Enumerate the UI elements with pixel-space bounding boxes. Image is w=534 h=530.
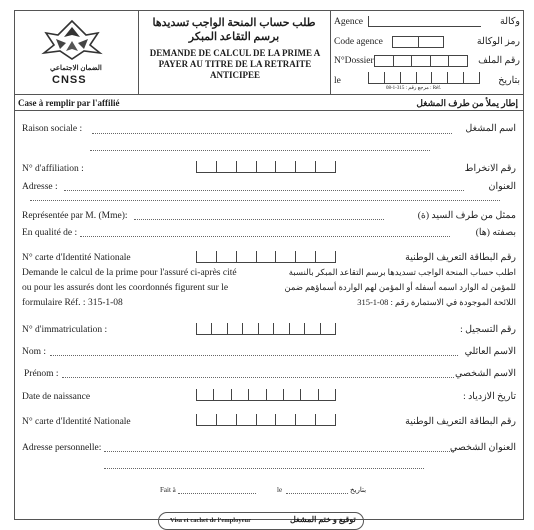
- cin1-label-ar: رقم البطاقة التعريف الوطنية: [405, 253, 516, 263]
- nom-label-ar: الاسم العائلي: [464, 347, 516, 357]
- logo-brand-text: CNSS: [52, 74, 87, 86]
- date-label-ar: بتاريخ: [498, 76, 520, 86]
- qualite-label: En qualité de :: [22, 228, 78, 238]
- reference-note: مرجع رقم : 315-1-08 : Réf.: [386, 86, 442, 91]
- raison-line-2[interactable]: [90, 150, 430, 151]
- le-label: le: [277, 486, 283, 494]
- visa-label-ar: توقيع و ختم المشغل: [290, 515, 356, 524]
- qualite-line[interactable]: [80, 236, 450, 237]
- affiliation-boxes[interactable]: [196, 161, 336, 173]
- adresse-label-ar: العنوان: [488, 182, 516, 192]
- immat-boxes[interactable]: [196, 323, 336, 335]
- header-divider-right: [330, 10, 331, 94]
- affiliation-label: N° d'affiliation :: [22, 164, 84, 174]
- naissance-label-ar: تاريخ الازدياد :: [463, 392, 516, 402]
- demande-ar-line2: للمؤمن له الوارد اسمه أسفله أو المؤمن لهم الواردة أسماؤهم ضمن: [284, 282, 516, 292]
- demande-ar-line1: اطلب حساب المنحة الواجب تسديدها برسم التقاعد المبكر بالنسبة: [288, 267, 516, 277]
- code-agence-boxes[interactable]: [392, 36, 444, 48]
- cin2-boxes[interactable]: [196, 414, 336, 426]
- title-french-line1: DEMANDE DE CALCUL DE LA PRIME A: [149, 48, 321, 58]
- naissance-boxes[interactable]: [196, 389, 336, 401]
- cnss-logo: [38, 19, 106, 63]
- represente-label-ar: ممثل من طرف السيد (ة): [417, 211, 516, 221]
- section-line: [14, 110, 524, 111]
- code-agence-label: Code agence: [334, 37, 383, 47]
- cin2-label-ar: رقم البطاقة التعريف الوطنية: [405, 417, 516, 427]
- adresse-perso-line-2[interactable]: [104, 468, 424, 469]
- title-arabic-line1: طلب حساب المنحة الواجب تسديدها: [152, 17, 316, 29]
- demande-fr-line3: formulaire Réf. : 315-1-08: [22, 298, 123, 308]
- fait-a-label: Fait à: [160, 486, 176, 494]
- adresse-perso-label: Adresse personnelle:: [22, 443, 102, 453]
- nom-label: Nom :: [22, 347, 47, 357]
- qualite-label-ar: بصفته (ها): [475, 228, 516, 238]
- prenom-label-ar: الاسم الشخصي: [454, 369, 516, 379]
- date-boxes[interactable]: [368, 72, 480, 84]
- cin1-boxes[interactable]: [196, 251, 336, 263]
- cin1-label: N° carte d'Identité Nationale: [22, 253, 131, 263]
- prenom-line[interactable]: [62, 377, 454, 378]
- prenom-label: Prénom :: [24, 369, 59, 379]
- header-divider-left: [138, 10, 139, 94]
- immat-label-ar: رقم التسجيل :: [460, 325, 516, 335]
- adresse-line-2[interactable]: [30, 200, 500, 201]
- dossier-label-ar: رقم الملف: [478, 56, 520, 66]
- footer-date-ar: بتاريخ: [350, 486, 367, 494]
- section-right-title: إطار يملأ من طرف المشغل: [416, 98, 518, 108]
- dossier-boxes[interactable]: [374, 55, 468, 67]
- adresse-perso-label-ar: العنوان الشخصي: [449, 443, 516, 453]
- nom-line[interactable]: [50, 355, 458, 356]
- raison-label-ar: اسم المشغل: [465, 124, 516, 134]
- title-arabic-line2: برسم التقاعد المبكر: [188, 31, 280, 43]
- demande-fr-line1: Demande le calcul de la prime pour l'assuré ci-après cité: [22, 268, 237, 278]
- fait-a-line[interactable]: [178, 493, 256, 494]
- represente-label: Représentée par M. (Mme):: [22, 211, 128, 221]
- agence-label: Agence: [334, 17, 364, 27]
- dossier-label: N°Dossier: [334, 56, 374, 66]
- logo-arabic-text: الضمان الاجتماعي: [50, 64, 102, 72]
- raison-label: Raison sociale :: [22, 124, 83, 134]
- demande-fr-line2: ou pour les assurés dont les coordonnés figurent sur le: [22, 283, 229, 293]
- represente-line[interactable]: [134, 219, 384, 220]
- cin2-label: N° carte d'Identité Nationale: [22, 417, 131, 427]
- affiliation-label-ar: رقم الانخراط: [464, 164, 516, 174]
- raison-line[interactable]: [92, 133, 452, 134]
- adresse-label: Adresse :: [22, 182, 58, 192]
- agence-label-ar: وكالة: [500, 17, 520, 27]
- title-french-line2: PAYER AU TITRE DE LA RETRAITE: [158, 59, 312, 69]
- demande-ar-line3: اللائحة الموجودة في الاستمارة رقم : 08-1-315: [357, 297, 516, 307]
- header-bottom-line: [14, 94, 524, 95]
- immat-label: N° d'immatriculation :: [22, 325, 108, 335]
- adresse-line[interactable]: [64, 190, 464, 191]
- naissance-label: Date de naissance: [22, 392, 91, 402]
- visa-label: Visa et cachet de l'employeur: [170, 517, 251, 524]
- code-agence-label-ar: رمز الوكالة: [476, 37, 520, 47]
- title-french-line3: ANTICIPEE: [209, 70, 260, 80]
- le-line[interactable]: [286, 493, 348, 494]
- section-left-title: Case à remplir par l'affilié: [18, 98, 120, 108]
- agence-field[interactable]: [368, 16, 481, 27]
- date-label: le: [334, 76, 341, 86]
- adresse-perso-line[interactable]: [104, 451, 454, 452]
